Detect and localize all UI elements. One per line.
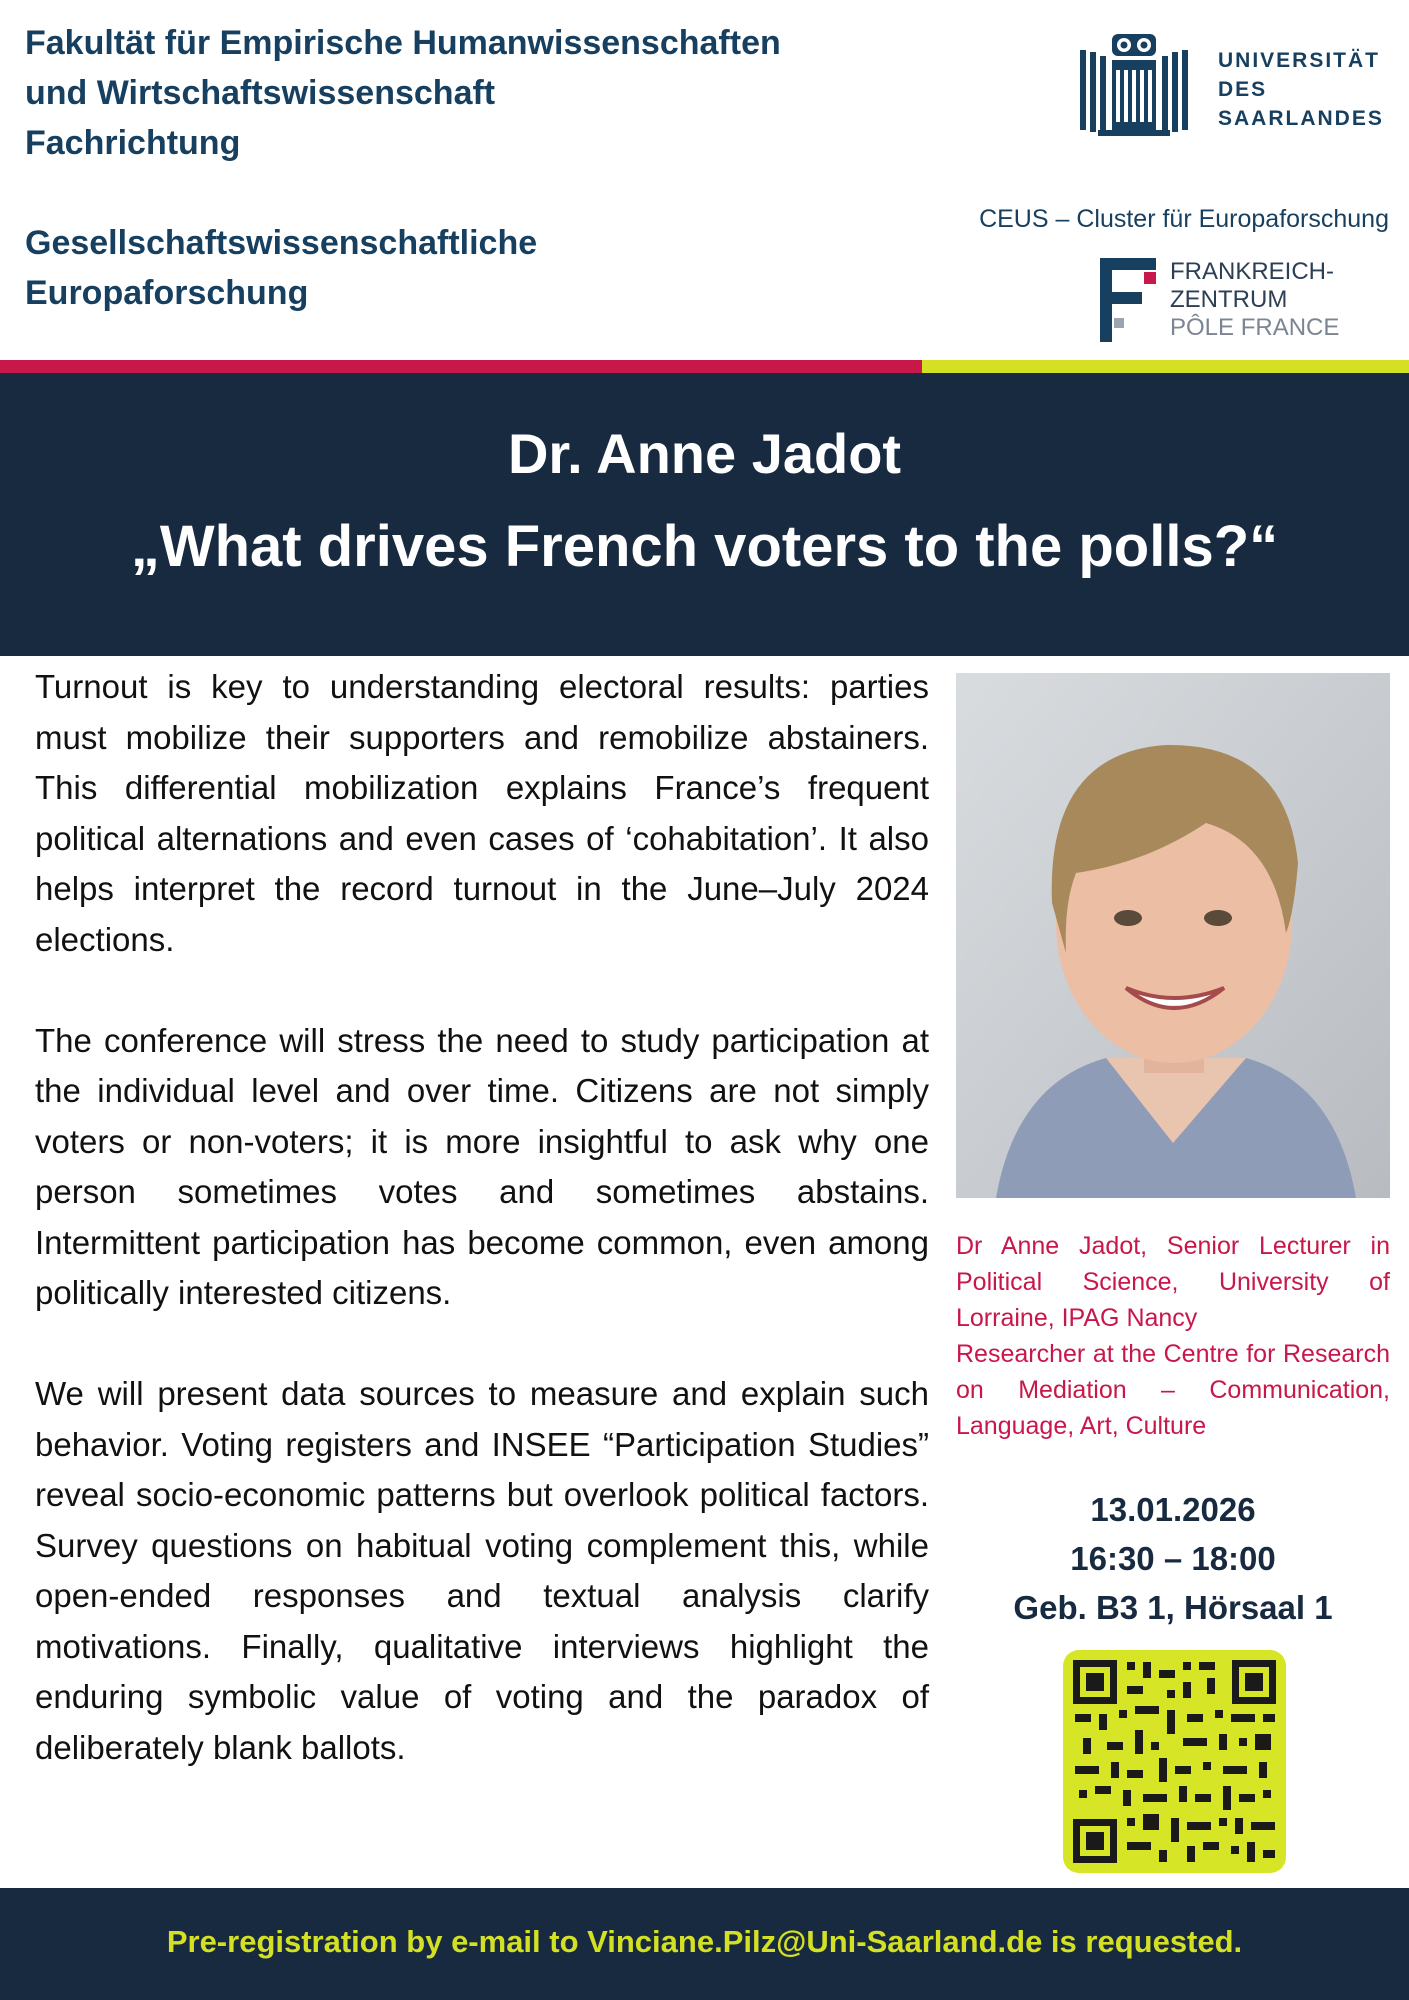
event-date: 13.01.2026 [1090, 1491, 1256, 1528]
accent-stripe-red [0, 360, 922, 373]
ceus-label: CEUS – Cluster für Europaforschung [979, 205, 1389, 233]
faculty-line: Fakultät für Empirische Humanwissenschaften [25, 24, 781, 62]
abstract-paragraph: We will present data sources to measure and explain such behavior. Voting registers and INSEE “Participation Studies” reveal socio-economic patterns but overlook political factors. Survey questions on habitual voting complement this, while open-ended responses and textual analysis clarify motivations. Finally, qualitative interviews highlight the enduring symbolic value of voting and the paradox of deliberately blank ballots. [35, 1375, 929, 1766]
caption-line: Dr Anne Jadot, Senior Lecturer in Political Science, University of Lorraine, IPAG Nancy [956, 1232, 1390, 1332]
abstract-paragraph: Turnout is key to understanding electoral results: parties must mobilize their supporters and remobilize abstainers. This differential mobilization explains France’s frequent political alternations and even cases of ‘cohabitation’. It also helps interpret the record turnout in the June–July 2024 elections. [35, 668, 929, 958]
center-name-line: ZENTRUM [1170, 286, 1288, 313]
accent-stripe-yellow [922, 360, 1409, 373]
event-time: 16:30 – 18:00 [1070, 1540, 1276, 1577]
faculty-line: und Wirtschaftswissenschaft [25, 74, 496, 112]
talk-title: „What drives French voters to the polls?“ [130, 514, 1279, 579]
speaker-photo [956, 673, 1390, 1198]
caption-line: Researcher at the Centre for Research on Mediation – Communication, Language, Art, Culture [956, 1340, 1390, 1440]
department-line: Gesellschaftswissenschaftliche [25, 224, 538, 262]
speaker-name: Dr. Anne Jadot [507, 422, 902, 485]
event-info [956, 1485, 1390, 1632]
university-logo [1078, 30, 1398, 140]
event-location: Geb. B3 1, Hörsaal 1 [1013, 1589, 1333, 1626]
frankreich-zentrum-logo-icon [1100, 258, 1160, 342]
title-band [0, 373, 1409, 656]
university-name-line: UNIVERSITÄT [1218, 49, 1381, 72]
owl-logo-icon [1078, 30, 1190, 140]
university-name-line: DES [1218, 78, 1268, 101]
registration-note: Pre-registration by e-mail to Vinciane.Pilz@Uni-Saarland.de is requested. [166, 1924, 1243, 1959]
faculty-header [25, 18, 905, 318]
department-line: Europaforschung [25, 274, 309, 312]
university-name-line: SAARLANDES [1218, 107, 1384, 130]
center-name-line: FRANKREICH- [1170, 258, 1335, 285]
qr-code[interactable] [1063, 1650, 1286, 1873]
university-name [1218, 46, 1384, 133]
speaker-caption [956, 1228, 1390, 1444]
qr-code-icon [1063, 1650, 1286, 1873]
center-name-line: PÔLE FRANCE [1170, 314, 1340, 341]
center-name [1170, 258, 1339, 342]
faculty-line: Fachrichtung [25, 124, 241, 162]
abstract [35, 662, 929, 1824]
registration-footer [0, 1888, 1409, 2000]
abstract-paragraph: The conference will stress the need to study participation at the individual level and over time. Citizens are not simply voters or non-voters; it is more insightful to ask why one person sometimes votes and sometimes abstains. Intermittent participation has become common, even among politically interested citizens. [35, 1021, 929, 1311]
frankreich-zentrum-logo [1100, 258, 1400, 348]
